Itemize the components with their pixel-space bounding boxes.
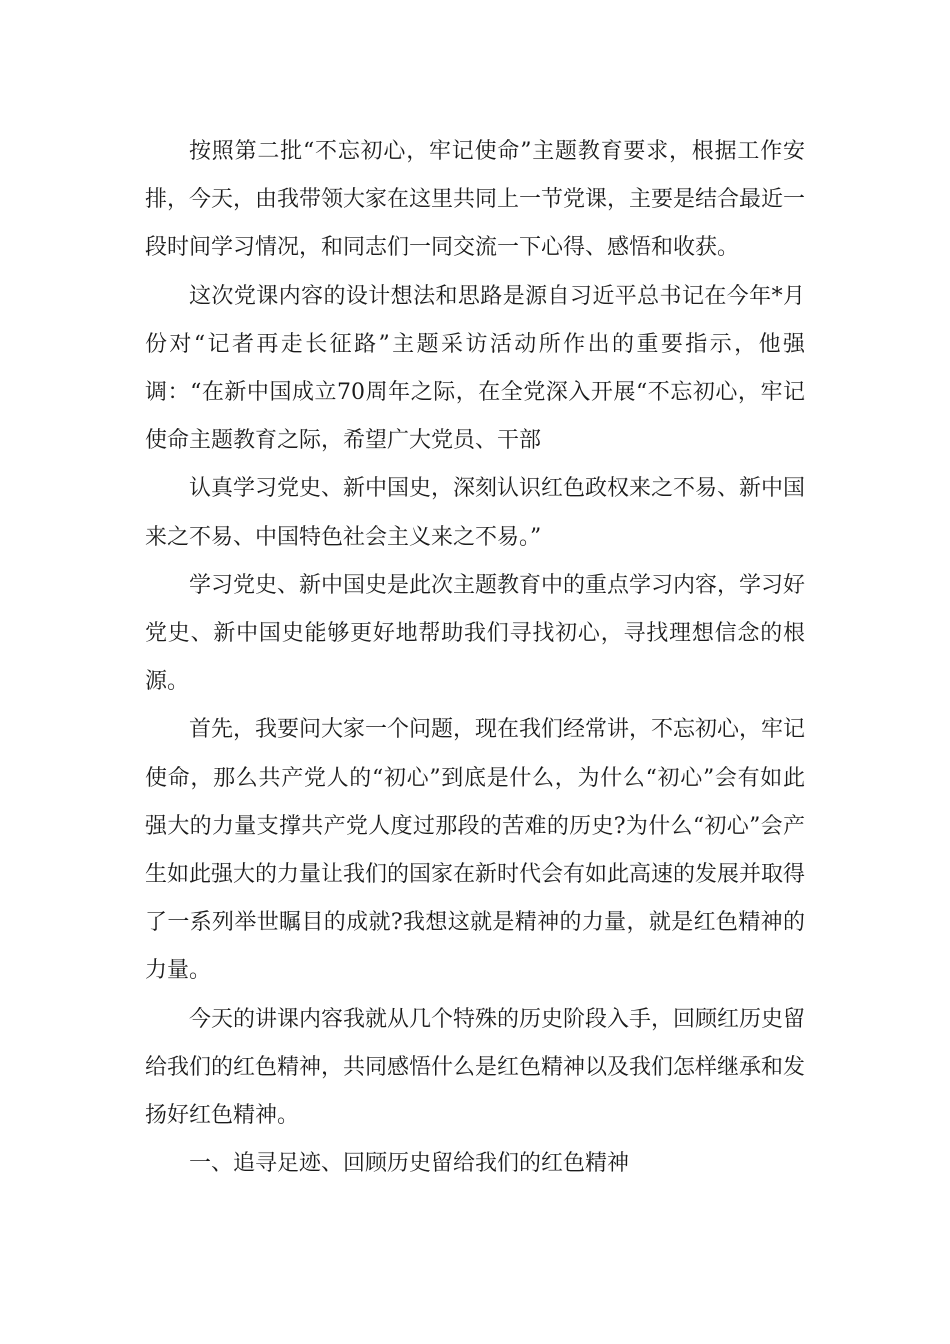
document-body [145,128,805,1188]
paragraph-quote-continuation: 认真学习党史、新中国史，深刻认识红色政权来之不易、新中国来之不易、中国特色社会主义来之不易。” [145,476,806,550]
paragraph-lecture-plan: 今天的讲课内容我就从几个特殊的历史阶段入手，回顾红历史留给我们的红色精神，共同感悟什么是红色精神以及我们怎样继承和发扬好红色精神。 [145,1006,806,1129]
paragraph-study-history: 学习党史、新中国史是此次主题教育中的重点学习内容，学习好党史、新中国史能够更好地帮助我们寻找初心，寻找理想信念的根源。 [145,572,806,695]
section-heading: 一、追寻足迹、回顾历史留给我们的红色精神 [189,1151,630,1177]
paragraph-intro: 按照第二批“不忘初心，牢记使命”主题教育要求，根据工作安排，今天，由我带领大家在这里共同上一节党课，主要是结合最近一段时间学习情况，和同志们一同交流一下心得、感悟和收获。 [145,139,806,261]
paragraph-design-idea: 这次党课内容的设计想法和思路是源自习近平总书记在今年*月份对“记者再走长征路”主题采访活动所作出的重要指示，他强调：“在新中国成立70周年之际，在全党深入开展“不忘初心，牢记使命主题教育之际，希望广大党员、干部 [145,283,805,454]
paragraph-question: 首先，我要问大家一个问题，现在我们经常讲，不忘初心，牢记使命，那么共产党人的“初心”到底是什么，为什么“初心”会有如此强大的力量支撑共产党人度过那段的苦难的历史?为什么“初心”会产生如此强大的力量让我们的国家在新时代会有如此高速的发展并取得了一系列举世瞩目的成就?我想这就是精神的力量，就是红色精神的力量。 [145,717,806,984]
